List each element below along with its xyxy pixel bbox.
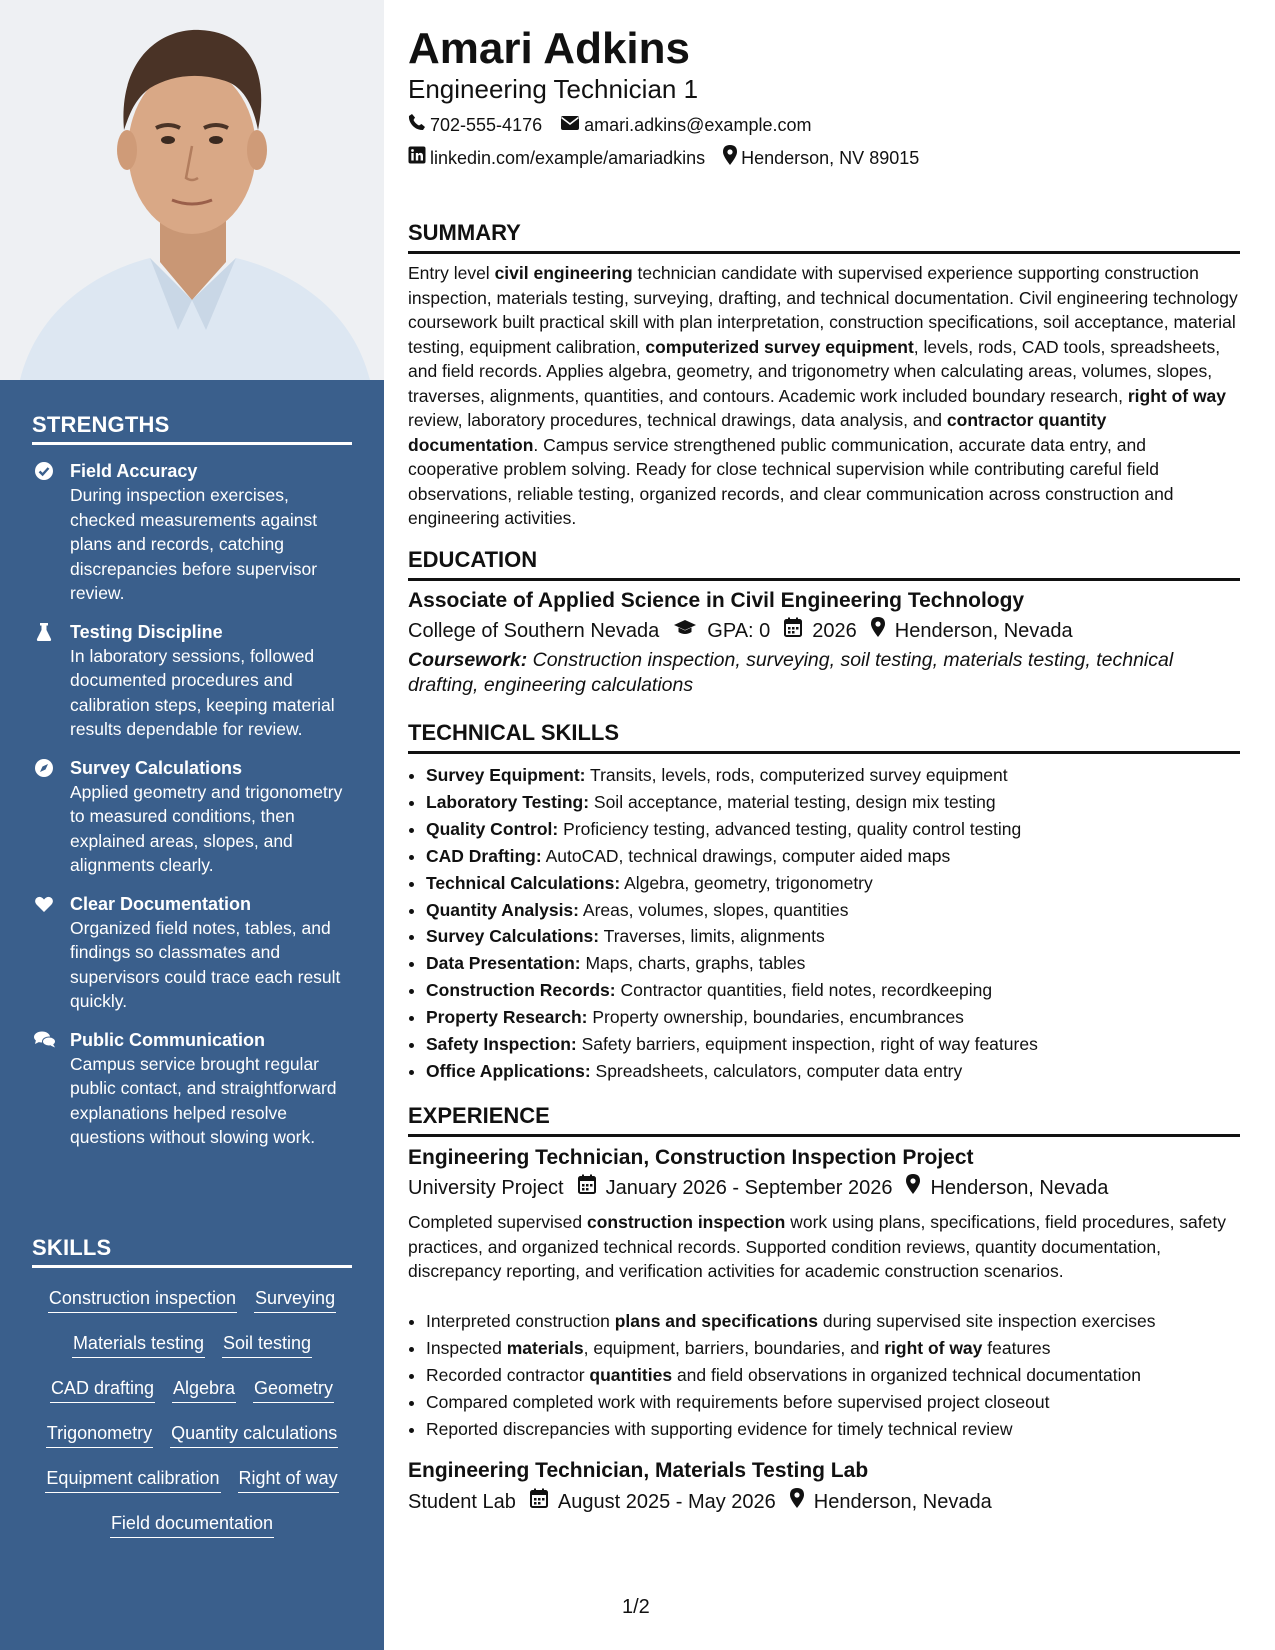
tech-skill-value: AutoCAD, technical drawings, computer aided maps	[545, 845, 951, 866]
bullet-highlight: materials	[506, 1338, 584, 1358]
summary-part: . Campus service strengthened public communication, accurate data entry, and cooperative problem solving. Ready for close technical supervision while contributing careful field observations, reliable testing, organized records, and clear communication across construction and engineering activities.	[408, 434, 1174, 528]
map-marker-icon	[871, 617, 895, 645]
summary-highlight: contractor quantity documentation	[408, 410, 1107, 455]
strengths-section	[32, 412, 352, 1150]
skill-tag: Soil testing	[222, 1331, 312, 1358]
tech-skill-label: Laboratory Testing:	[426, 791, 590, 812]
school-name: College of Southern Nevada	[408, 620, 660, 642]
year	[784, 617, 857, 645]
bullet-highlight: quantities	[589, 1365, 673, 1385]
summary-text	[408, 261, 1240, 531]
job-dates-text: January 2026 - September 2026	[605, 1177, 893, 1199]
tech-skill-value: Spreadsheets, calculators, computer data entry	[595, 1060, 963, 1081]
bullet-text: and field observations in organized technical documentation	[672, 1365, 1141, 1385]
tech-skill-item	[426, 977, 1240, 1004]
tech-skill-label: Quality Control:	[426, 818, 559, 839]
envelope-icon	[560, 113, 584, 137]
calendar-icon	[530, 1488, 558, 1516]
summary-title: SUMMARY	[408, 220, 1240, 254]
tech-skill-item	[426, 1031, 1240, 1058]
bullet-text: Inspected	[426, 1338, 507, 1358]
linkedin-icon	[408, 146, 430, 170]
tech-skill-item	[426, 816, 1240, 843]
skills-section	[32, 1235, 352, 1538]
school	[408, 617, 659, 645]
job-dates	[578, 1174, 893, 1202]
summary-part: technician candidate with supervised experience supporting construction inspection, materials testing, surveying, drafting, and technical documentation. Civil engineering technology coursework built practical skill with plan interpretation, construction specifications, soil acceptance, material testing, equipment calibration,	[408, 263, 1238, 357]
skill-tag: Equipment calibration	[45, 1466, 220, 1493]
calendar-icon	[578, 1174, 606, 1202]
phone-text: 702-555-4176	[430, 115, 543, 135]
tech-skill-item	[426, 762, 1240, 789]
job-title-1: Engineering Technician, Construction Inspection Project	[408, 1146, 974, 1169]
education-meta	[408, 617, 1087, 645]
strength-desc: Organized field notes, tables, and findings so classmates and supervisors could trace each result quickly.	[70, 917, 341, 1011]
skill-tag: Surveying	[254, 1286, 336, 1313]
job-meta-2	[408, 1488, 1006, 1516]
coursework	[408, 648, 1240, 698]
map-marker-icon	[790, 1488, 814, 1516]
job-dates	[530, 1488, 776, 1516]
job-location-text: Henderson, Nevada	[930, 1177, 1109, 1199]
tech-skill-label: Technical Calculations:	[426, 872, 621, 893]
tech-skill-label: Survey Equipment:	[426, 765, 586, 785]
tech-skill-item	[426, 923, 1240, 950]
job-summary-part: work using plans, specifications, field procedures, safety practices, and organized technical records. Supported condition reviews, quantity documentation, discrepancy reporting, and verification activities for academic construction scenarios.	[408, 1212, 1226, 1281]
summary-part: review, laboratory procedures, technical drawings, data analysis, and	[408, 410, 947, 430]
strength-item	[32, 620, 352, 742]
tech-skill-item	[426, 897, 1240, 924]
job-bullet	[426, 1362, 1240, 1389]
tech-skill-value: Proficiency testing, advanced testing, quality control testing	[563, 818, 1022, 839]
summary-part: Entry level	[408, 263, 495, 283]
job-summary-highlight: construction inspection	[586, 1212, 786, 1232]
candidate-name: Amari Adkins	[408, 24, 691, 73]
phone-icon	[408, 113, 430, 137]
linkedin-text: linkedin.com/example/amariadkins	[430, 148, 706, 168]
profile-photo	[0, 0, 384, 380]
skill-tag: Algebra	[172, 1376, 236, 1403]
tech-skill-value: Soil acceptance, material testing, design mix testing	[593, 791, 996, 812]
tech-skill-label: Quantity Analysis:	[426, 899, 579, 920]
job-bullet	[426, 1335, 1240, 1362]
contact-row	[408, 113, 829, 137]
job-bullet	[426, 1308, 1240, 1335]
edu-location	[871, 617, 1073, 645]
contact-linkedin[interactable]	[408, 146, 705, 170]
tech-skill-label: CAD Drafting:	[426, 845, 542, 866]
contact-location	[723, 145, 919, 171]
map-marker-icon	[723, 145, 741, 171]
technical-skills-title: TECHNICAL SKILLS	[408, 720, 1240, 754]
skill-tag: Trigonometry	[46, 1421, 153, 1448]
tech-skill-value: Transits, levels, rods, computerized survey equipment	[590, 765, 1008, 785]
job-org	[408, 1174, 564, 1202]
comments-icon	[34, 1030, 54, 1050]
tech-skill-item	[426, 843, 1240, 870]
tech-skill-item	[426, 789, 1240, 816]
coursework-text: Construction inspection, surveying, soil testing, materials testing, technical drafting, engineering calculations	[408, 649, 1174, 696]
tech-skill-item	[426, 950, 1240, 977]
heart-icon	[34, 894, 54, 914]
skill-tag: Materials testing	[72, 1331, 205, 1358]
degree-title: Associate of Applied Science in Civil Engineering Technology	[408, 589, 1025, 612]
summary-highlight: civil engineering	[494, 263, 633, 283]
skill-tag: Right of way	[238, 1466, 339, 1493]
job-dates-text: August 2025 - May 2026	[557, 1491, 776, 1513]
bullet-text: Compared completed work with requirements before supervised project closeout	[426, 1392, 1050, 1412]
strength-item	[32, 1028, 352, 1150]
summary-highlight: right of way	[1127, 385, 1227, 406]
strength-desc: During inspection exercises, checked measurements against plans and records, catching discrepancies before supervisor review.	[70, 485, 318, 603]
job-location	[906, 1174, 1108, 1202]
flask-icon	[34, 622, 54, 642]
job-org-text: Student Lab	[408, 1491, 516, 1513]
job-bullet	[426, 1416, 1240, 1443]
tech-skill-item	[426, 870, 1240, 897]
summary-highlight: computerized survey equipment	[645, 336, 914, 357]
edu-location-text: Henderson, Nevada	[894, 620, 1073, 642]
skill-tag: CAD drafting	[50, 1376, 155, 1403]
job-location-text: Henderson, Nevada	[813, 1491, 992, 1513]
skill-tag: Geometry	[253, 1376, 334, 1403]
job-summary-1	[408, 1210, 1240, 1284]
gpa-text: GPA: 0	[707, 620, 771, 642]
strength-item	[32, 756, 352, 878]
summary-part: , levels, rods, CAD tools, spreadsheets, and field records. Applies algebra, geometry, and trigonometry when calculating areas, volumes, slopes, traverses, alignments, quantities, and contours. Academic work included boundary research,	[408, 336, 1221, 406]
strength-item	[32, 459, 352, 606]
skills-title: SKILLS	[32, 1235, 352, 1268]
tech-skill-label: Survey Calculations:	[426, 926, 600, 947]
tech-skill-value: Maps, charts, graphs, tables	[585, 953, 806, 974]
tech-skill-value: Property ownership, boundaries, encumbrances	[592, 1007, 964, 1028]
experience-title: EXPERIENCE	[408, 1103, 1240, 1137]
strength-title: Testing Discipline	[70, 621, 223, 642]
calendar-icon	[784, 617, 812, 645]
tech-skill-label: Property Research:	[426, 1007, 588, 1028]
location-text: Henderson, NV 89015	[741, 148, 920, 168]
bullet-text: Reported discrepancies with supporting evidence for timely technical review	[426, 1419, 1013, 1439]
bullet-text: during supervised site inspection exercises	[817, 1311, 1156, 1331]
sidebar	[0, 0, 384, 1650]
contact-email[interactable]	[560, 113, 811, 137]
coursework-label: Coursework:	[408, 649, 528, 671]
contact-row-2	[408, 145, 937, 171]
gpa	[673, 617, 770, 645]
technical-skills-list	[408, 762, 1240, 1085]
map-marker-icon	[906, 1174, 930, 1202]
tech-skill-value: Areas, volumes, slopes, quantities	[582, 899, 849, 920]
job-title: Engineering Technician 1	[408, 74, 699, 104]
tech-skill-item	[426, 1058, 1240, 1085]
bullet-text: Recorded contractor	[426, 1365, 590, 1385]
strength-desc: Campus service brought regular public contact, and straightforward explanations helped resolve questions without slowing work.	[70, 1053, 337, 1147]
skills-list	[32, 1286, 352, 1538]
tech-skill-value: Algebra, geometry, trigonometry	[624, 872, 873, 893]
job-summary-part: Completed supervised	[408, 1212, 587, 1232]
strength-desc: Applied geometry and trigonometry to measured conditions, then explained areas, slopes, and alignments clearly.	[70, 781, 343, 875]
job-title-2: Engineering Technician, Materials Testing Lab	[408, 1459, 869, 1482]
strength-title: Survey Calculations	[70, 757, 243, 778]
strengths-title: STRENGTHS	[32, 412, 352, 445]
strength-item	[32, 892, 352, 1014]
job-location	[790, 1488, 992, 1516]
email-text: amari.adkins@example.com	[584, 115, 812, 135]
bullet-text: features	[982, 1338, 1051, 1358]
strength-title: Public Communication	[70, 1029, 266, 1050]
check-circle-icon	[34, 461, 54, 481]
graduation-cap-icon	[673, 617, 707, 645]
tech-skill-label: Safety Inspection:	[426, 1034, 577, 1055]
job-bullet	[426, 1389, 1240, 1416]
job-meta-1	[408, 1174, 1122, 1202]
bullet-text: Interpreted construction	[426, 1311, 615, 1331]
bullet-highlight: plans and specifications	[614, 1311, 818, 1331]
page-number: 1/2	[622, 1596, 650, 1618]
tech-skill-label: Construction Records:	[426, 980, 616, 1001]
job-org-text: University Project	[408, 1177, 564, 1199]
year-text: 2026	[812, 620, 857, 642]
job-org	[408, 1488, 516, 1516]
compass-icon	[34, 758, 54, 778]
strength-desc: In laboratory sessions, followed documented procedures and calibration steps, keeping material results dependable for review.	[70, 645, 335, 739]
contact-phone	[408, 113, 542, 137]
job-bullets-1	[408, 1308, 1240, 1443]
tech-skill-label: Data Presentation:	[426, 953, 581, 974]
bullet-text: , equipment, barriers, boundaries, and	[583, 1338, 885, 1358]
skill-tag: Field documentation	[110, 1511, 274, 1538]
skill-tag: Quantity calculations	[170, 1421, 338, 1448]
strength-title: Clear Documentation	[70, 893, 252, 914]
strength-title: Field Accuracy	[70, 461, 198, 481]
tech-skill-value: Contractor quantities, field notes, recordkeeping	[620, 980, 993, 1001]
education-title: EDUCATION	[408, 547, 1240, 581]
bullet-highlight: right of way	[884, 1338, 983, 1358]
tech-skill-value: Traverses, limits, alignments	[603, 926, 825, 947]
tech-skill-label: Office Applications:	[426, 1060, 591, 1081]
tech-skill-value: Safety barriers, equipment inspection, right of way features	[581, 1034, 1038, 1055]
skill-tag: Construction inspection	[48, 1286, 237, 1313]
tech-skill-item	[426, 1004, 1240, 1031]
